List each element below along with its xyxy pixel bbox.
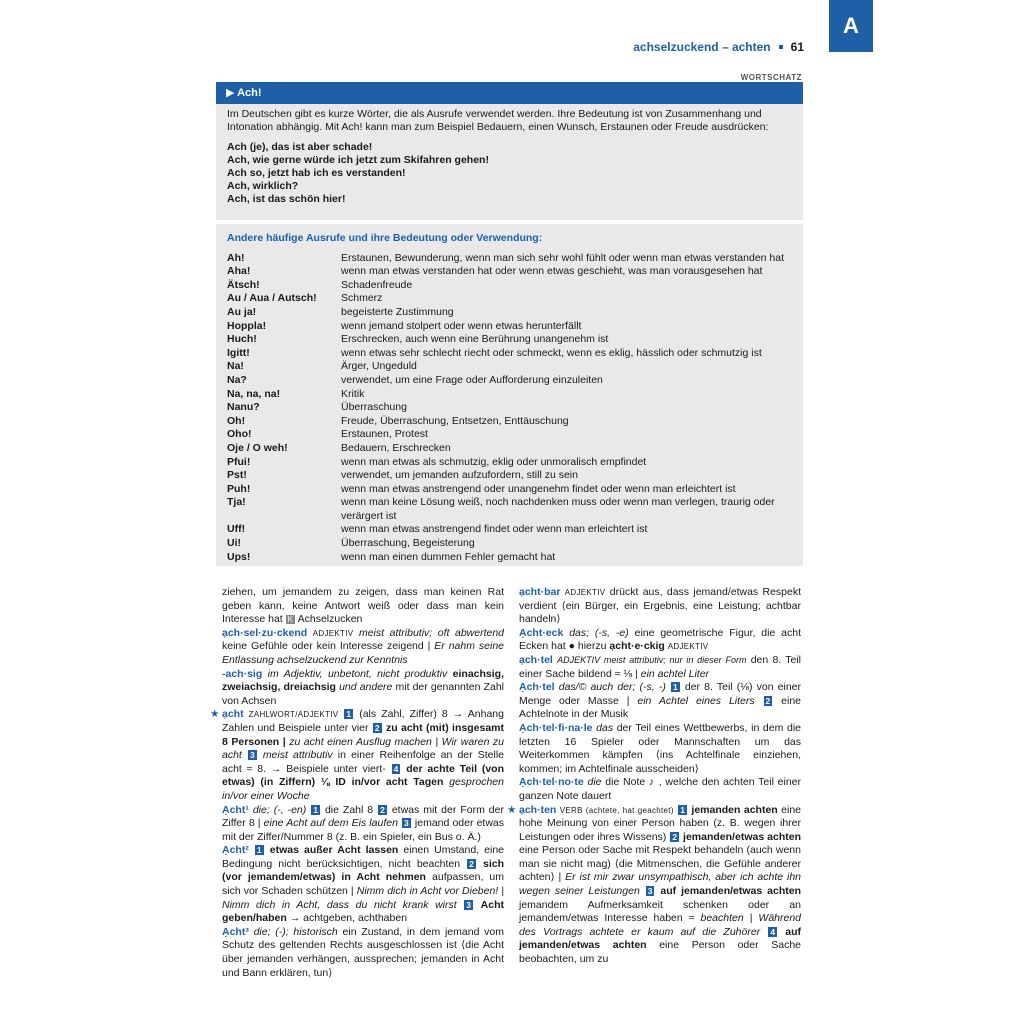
interjection-meaning: wenn man keine Lösung weiß, noch nachdenken muss oder wenn man verlegen, traurig oder verärgert ist [341,496,775,522]
example: Während des Vortrags achtete er kaum auf die Zuhörer [519,912,802,938]
definition: zu acht (mit) insgesamt 8 Personen | [222,721,504,748]
headword: Ạcht¹ [222,803,249,816]
info-box-intro: Im Deutschen gibt es kurze Wörter, die als Ausrufe verwendet werden. Ihre Bedeutung ist von Zusammenhang und Intonation abhängig. Mit Ach! kann man zum Beispiel Bedauern, einen Wunsch, Erstaunen oder Freude ausdrücken: [227,108,769,133]
interjection-meaning: wenn man etwas anstrengend findet oder wenn man erleichtert ist [341,523,648,536]
dictionary-column-right [507,586,802,967]
definition: jemandem Aufmerksamkeit schenken oder an jemandem/etwas Interesse haben ≈ [519,898,801,925]
interjection-meaning: Überraschung [341,401,407,414]
sense-number-2: 2 [380,804,385,815]
dictionary-entry [222,586,504,627]
interjection-meaning: Freude, Überraschung, Entsetzen, Enttäuschung [341,414,569,427]
interjection-word: Tja! [227,496,246,509]
definition: der Teil eines Wettbewerbs, in dem die letzten 16 Spieler oder Mannschaften um das Weiterkommen kämpfen ⟨ins Achtelfinale einziehen, kommen; im Achtelfinale ausscheiden⟩ [519,721,801,775]
interjection-word: Igitt! [227,346,250,359]
interjection-row [227,496,793,523]
phrase: sich (vor jemandem/etwas) in Acht nehmen [222,857,505,884]
definition: der 8. Teil (⅛) von einer Menge oder Masse | [519,681,802,707]
interjection-row [227,483,793,497]
interjection-meaning: Erschrecken, auch wenn eine Berührung unangenehm ist [341,333,609,346]
interjection-word: Ah! [227,251,245,264]
definition: ein Zustand, in dem jemand vom Schutz des geltenden Rechts ausgeschlossen ist ⟨die Acht über jemanden verhängen, aussprechen; jemanden in Acht und Bann erklären, tun⟩ [222,925,504,979]
star-icon: ★ [210,708,220,721]
grammar-note: das/© auch der; (-s, -) [558,681,666,694]
part-of-speech: ADJEKTIV [312,628,354,638]
idiom: ID in/vor acht Tagen [335,776,444,789]
interjection-word: Oh! [227,414,246,427]
interjection-word: Pst! [227,469,247,482]
interjection-word: Hoppla! [227,319,267,332]
headword: Ạch·tel·fi·na·le [519,721,593,734]
example-line: Ach so, jetzt hab ich es verstanden! [227,167,406,179]
interjection-meaning: Überraschung, Begeisterung [341,537,475,550]
synonym: beachten | [700,912,753,925]
interjection-row [227,551,793,565]
headword: ạch·sel·zu·ckend [222,626,308,639]
interjection-meaning: Bedauern, Erschrecken [341,441,451,454]
example-line: Ach, ist das schön hier! [227,193,346,205]
running-head [560,40,804,54]
interjection-subheading: Andere häufige Ausrufe und ihre Bedeutung oder Verwendung: [227,232,543,244]
sense-number-1: 1 [313,804,318,815]
dictionary-entry [519,654,801,681]
interjection-meaning: begeisterte Zustimmung [341,305,454,318]
interjection-meaning: wenn man etwas verstanden hat oder wenn etwas geschieht, was man vorausgesehen hat [341,265,763,278]
phrase: auf jemanden/etwas achten [519,925,802,952]
interjection-word: Pfui! [227,455,251,468]
interjection-meaning: wenn man etwas als schmutzig, eklig oder unmoralisch empfindet [341,455,647,468]
example: zu acht einen Ausflug machen | Wir waren zu acht [222,735,505,762]
page-number: 61 [790,40,804,54]
dictionary-column-left [210,586,505,980]
grammar-note: meist attributiv [262,749,333,762]
dictionary-entry [519,586,801,627]
interjection-row [227,537,793,551]
definition: keine Gefühle oder kein Interesse zeigend | [222,640,431,653]
headword: Ạcht² [222,844,249,857]
dictionary-entry [519,681,801,722]
sense-number-3: 3 [249,750,255,761]
sense-number-4: 4 [770,926,776,937]
phrase: auf jemanden/etwas achten [660,885,801,898]
headword: ạch·ten [519,803,557,816]
cross-reference-icon: K [287,615,294,625]
definition: mit der genannten Zahl von Achsen [222,681,504,707]
sense-number-3: 3 [404,818,409,829]
interjection-row [227,415,793,429]
interjection-row [227,306,793,320]
grammar-note: die [587,776,602,789]
interjection-row [227,360,793,374]
definition: → Anhang Zahlen und Beispiele unter vier [222,708,504,734]
interjection-row [227,333,793,347]
definition: die Note ♪ , welche den achten Teil einer ganzen Note dauert [519,776,802,802]
interjection-meaning: Schmerz [341,292,383,305]
interjection-row [227,428,793,442]
word-forms: einachsig, zweiachsig, dreiachsig [222,667,505,694]
dictionary-entry [222,926,504,980]
interjection-meaning: wenn man einen dummen Fehler gemacht hat [341,550,556,563]
interjection-meaning: Erstaunen, Protest [341,428,428,441]
interjection-row [227,401,793,415]
sense-number-2: 2 [672,831,678,842]
interjection-word: Puh! [227,482,251,495]
interjection-row [227,320,793,334]
interjection-word: Au / Aua / Autsch! [227,292,317,305]
interjection-meaning: verwendet, um eine Frage oder Aufforderung einzuleiten [341,373,603,386]
interjection-meaning: Kritik [341,387,365,400]
definition: eine Achtelnote in der Musik [519,694,802,721]
dictionary-entry [519,722,801,776]
definition: → Beispiele unter viert- [270,762,386,775]
sense-number-3: 3 [647,886,653,897]
interjection-meaning: wenn man etwas anstrengend oder unangenehm findet oder wenn man erleichtert ist [341,482,736,495]
sense-number-2: 2 [374,722,380,733]
definition: (als Zahl, Ziffer) 8 [359,708,448,721]
interjection-word: Na! [227,360,244,373]
interjection-word: Oje / O weh! [227,441,288,454]
phrase: jemanden achten [691,803,778,816]
interjection-row [227,279,793,293]
example: Er nahm seine Entlassung achselzuckend zur Kenntnis [222,640,505,666]
example: eine Acht auf dem Eis laufen [263,817,398,830]
info-box-ach [216,82,803,566]
headword: ạcht [222,708,244,721]
headword: Ạcht³ [222,925,249,938]
definition: eine Person oder Sache mit Respekt behandeln (auch wenn man sie nicht mag) ⟨die Mitmenschen, die Gefühle anderer achten⟩ | [519,844,801,884]
sense-number-1: 1 [680,804,685,815]
dictionary-entry [222,804,504,845]
definition: die Zahl 8 [324,803,374,816]
interjection-word: Aha! [227,265,251,278]
interjection-meaning: Erstaunen, Bewunderung, wenn man sich sehr wohl fühlt oder wenn man etwas verstanden hat [341,251,785,264]
sense-number-4: 4 [393,763,399,774]
definition: in einer Reihenfolge an der Stelle acht ≈ 8. [222,749,504,775]
interjection-meaning: wenn etwas sehr schlecht riecht oder schmeckt, wenn es eklig, hässlich oder schmutzig ist [341,346,762,359]
grammar-note: die; (-); historisch [253,925,338,938]
interjection-meaning: Ärger, Ungeduld [341,360,417,373]
grammar-note: im Adjektiv, unbetont, nicht produktiv [267,667,448,680]
thumb-index-letter: A [829,0,873,52]
phrase: jemanden/etwas achten [683,830,801,843]
grammar-note: meist attributiv; oft abwertend [358,626,505,639]
interjection-rows [227,252,793,565]
interjection-word: Na, na, na! [227,387,281,400]
interjection-row [227,456,793,470]
sense-number-1: 1 [672,682,678,693]
interjection-row [227,469,793,483]
interjection-row [227,388,793,402]
interjection-word: Huch! [227,333,257,346]
interjection-word: Ätsch! [227,278,260,291]
definition: der achte Teil (von etwas) (in Ziffern) ⅛ [222,762,504,789]
dictionary-entry [222,844,504,926]
grammar-note: die; (-, -en) [252,803,307,816]
interjection-meaning: wenn jemand stolpert oder wenn etwas herunterfällt [341,319,582,332]
interjection-row [227,265,793,279]
phrase: etwas außer Acht lassen [269,844,399,857]
interjection-meaning: verwendet, um jemanden aufzufordern, still zu sein [341,469,578,482]
interjection-word: Nanu? [227,401,260,414]
headword: -ach·sig [222,667,263,680]
phrase: Acht geben/haben [222,898,504,925]
sense-number-2: 2 [765,695,771,706]
derived-word: ạcht·e·ckig [609,640,665,653]
definition: eine geometrische Figur, die acht Ecken hat ● hierzu [519,626,802,653]
interjection-row [227,347,793,361]
headword: ạch·tel [519,653,553,666]
definition: eine Person oder Sache beobachten, um zu [519,939,801,966]
definition-part: und andere [339,681,393,694]
grammar-note: das; (-s, -e) [569,626,629,639]
example-line: Ach (je), das ist aber schade! [227,141,373,153]
definition: den 8. Teil einer Sache bildend ≈ ⅛ | [519,653,801,680]
definition: einen Umstand, eine Bedingung nicht berücksichtigen, nicht beachten [222,844,505,870]
dictionary-entry [222,627,504,668]
sense-number-1: 1 [256,845,262,856]
interjection-word: Oho! [227,428,252,441]
definition: aufpassen, um sich vor Schaden schützen | [222,871,504,898]
cross-reference: → achtgeben, achthaben [289,912,408,925]
sense-number-3: 3 [466,899,472,910]
interjection-word: Uff! [227,523,246,536]
info-box-title: ▶ Ach! [216,82,803,104]
dictionary-entry [507,803,802,967]
example-line: Ach, wirklich? [227,180,299,192]
example: Nimm dich in Acht vor Dieben! | Nimm dich in Acht, dass du nicht krank wirst [222,885,504,911]
definition: gesprochen in/vor einer Woche [222,776,504,802]
dictionary-entry [210,708,505,803]
dictionary-entry [519,627,801,654]
interjection-table [216,224,803,564]
interjection-row [227,252,793,266]
interjection-word: Ups! [227,550,251,563]
part-of-speech: ADJEKTIV [564,588,606,597]
interjection-meaning: Schadenfreude [341,278,413,291]
running-head-words: achselzuckend – achten [633,40,771,54]
interjection-row [227,374,793,388]
interjection-word: Au ja! [227,305,257,318]
dictionary-entry [519,776,801,803]
headword: Ạch·tel·no·te [519,776,584,789]
headword: Ạcht·eck [519,626,564,639]
interjection-row [227,523,793,537]
dictionary-entry [222,668,504,709]
grammar-note: VERB (achtete, hat geachtet) [559,805,674,815]
definition: eine hohe Meinung von einer Person haben (z. B. wegen ihrer Leistungen oder ihres Wissens) [519,803,801,843]
example: Er ist mir zwar unsympathisch, aber ich achte ihn wegen seiner Leistungen [519,871,801,898]
separator-square-icon [779,45,783,49]
interjection-word: Na? [227,373,247,386]
example-line: Ach, wie gerne würde ich jetzt zum Skifahren gehen! [227,154,489,166]
headword: Ạch·tel [519,681,555,694]
info-box-intro-section [216,104,803,220]
headword: ạcht·bar [519,586,561,598]
interjection-row [227,442,793,456]
sense-number-2: 2 [469,858,474,869]
entry-text: ziehen, um jemandem zu zeigen, dass man keinen Rat geben kann, keine Antwort weiß oder dass man kein Interesse hat [222,586,504,626]
part-of-speech: ZAHLWORT/ADJEKTIV [248,710,339,720]
interjection-row [227,292,793,306]
definition: drückt aus, dass jemand/etwas Respekt verdient ⟨ein Bürger, ein Ergebnis, eine Leistung; achtbar handeln⟩ [519,586,802,626]
definition: etwas mit der Form der Ziffer 8 | [222,803,504,830]
cross-reference: Achselzucken [297,613,363,626]
section-label: WORTSCHATZ [740,73,802,82]
example: ein Achtel eines Liters [637,694,755,707]
definition: jemand oder etwas mit der Ziffer/Nummer 8 (z. B. ein Spieler, ein Bus o. Ä.) [222,817,505,843]
sense-number-1: 1 [346,709,352,720]
interjection-word: Ui! [227,537,241,550]
part-of-speech: ADJEKTIV [667,642,709,652]
grammar-note: ADJEKTIV meist attributiv; nur in dieser Form [557,654,747,665]
grammar-note: das [596,721,614,734]
example: ein achtel Liter [640,667,710,680]
star-icon: ★ [507,803,517,816]
